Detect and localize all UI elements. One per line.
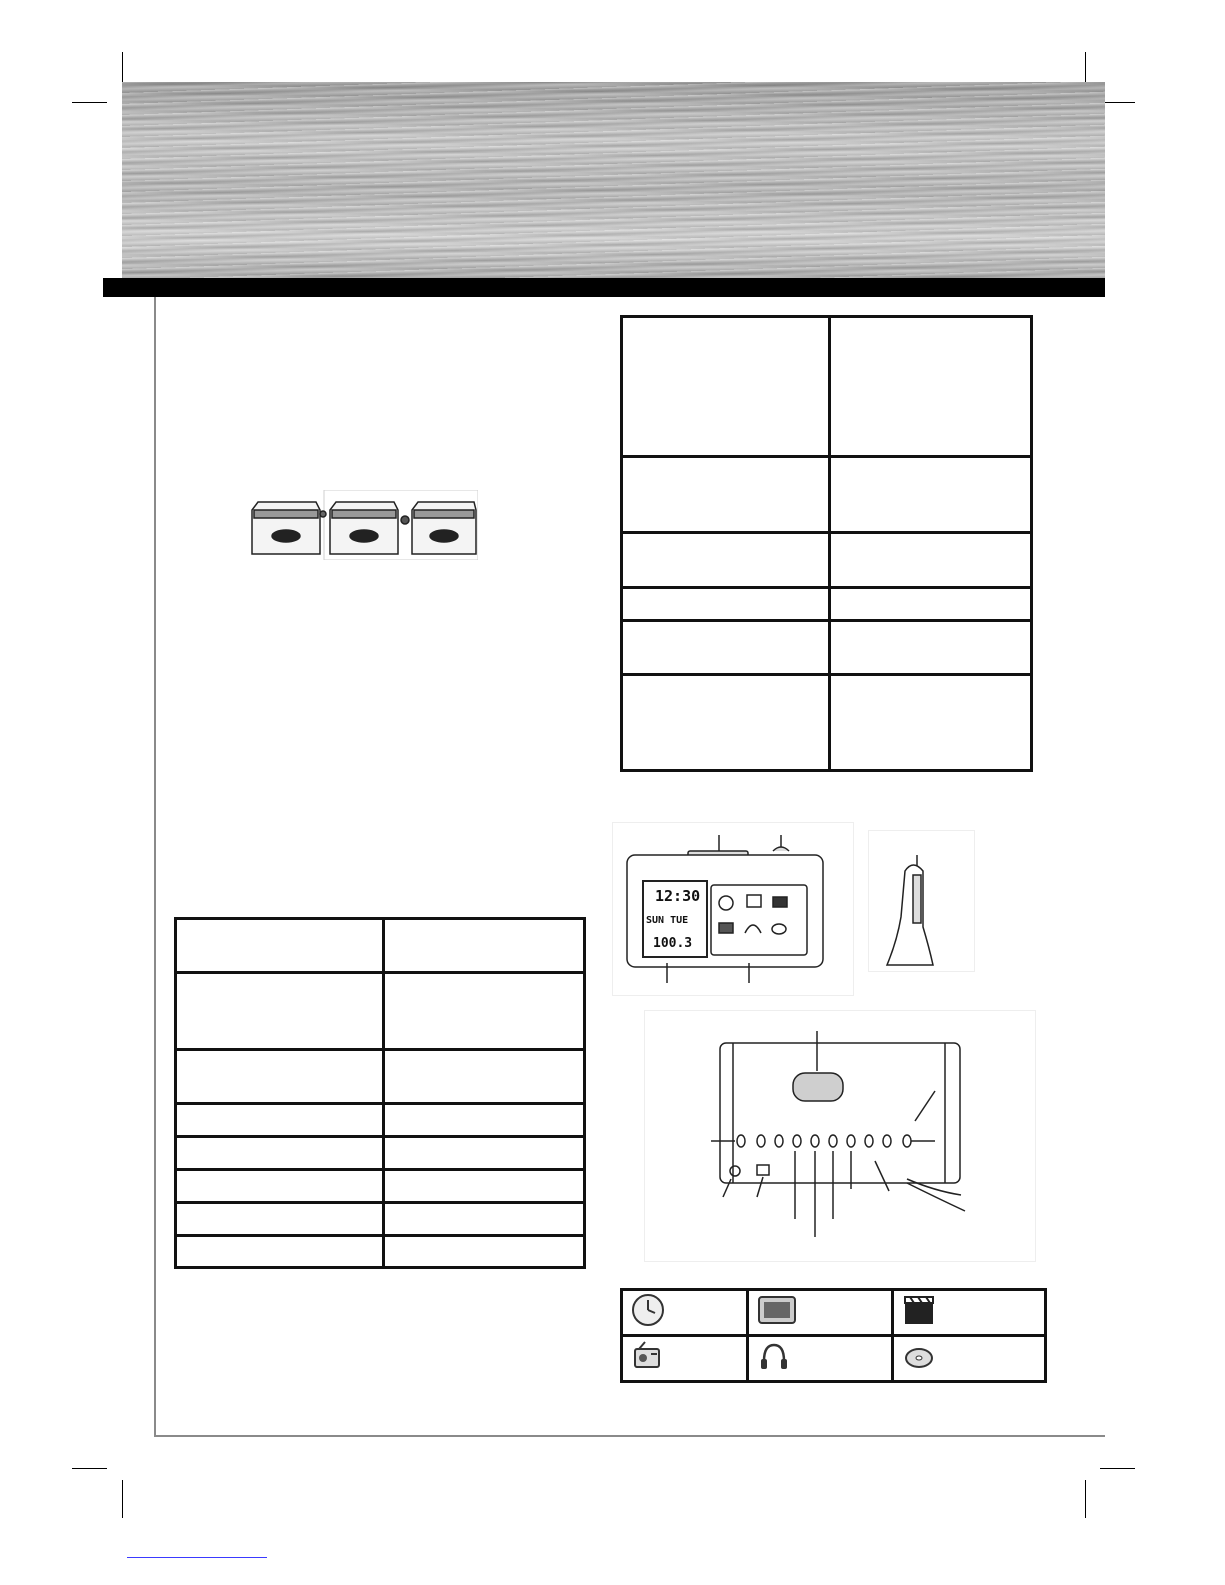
table-row	[622, 1290, 1046, 1336]
footer-link-underline	[127, 1557, 267, 1558]
crop-mark	[122, 1480, 123, 1518]
table-row	[622, 588, 1032, 621]
table-row	[622, 675, 1032, 771]
device-rear-figure	[644, 1010, 1036, 1262]
left-spec-table	[174, 917, 586, 1269]
table-row	[176, 1050, 585, 1104]
table-row	[622, 621, 1032, 675]
crop-mark	[1100, 1468, 1135, 1469]
headphones-icon	[757, 1339, 791, 1373]
mode-icon-table	[620, 1288, 1047, 1383]
lcd-freq: 100.3	[653, 936, 693, 951]
table-row	[176, 919, 585, 973]
table-row	[176, 1236, 585, 1268]
cassette-illustration	[248, 490, 478, 560]
left-margin-rule	[154, 297, 156, 1437]
table-row	[622, 317, 1032, 457]
clock-icon	[631, 1293, 665, 1327]
table-row	[176, 1104, 585, 1137]
crop-mark	[72, 102, 107, 103]
radio-icon	[631, 1339, 665, 1373]
brushed-metal-header	[122, 82, 1105, 278]
crop-mark	[72, 1468, 107, 1469]
lcd-date: SUN TUE	[646, 915, 689, 926]
device-front-figure	[612, 822, 854, 996]
table-row	[176, 1137, 585, 1170]
crop-mark	[1085, 1480, 1086, 1518]
device-side-figure	[868, 830, 975, 972]
table-row	[622, 457, 1032, 533]
table-row	[622, 1336, 1046, 1382]
table-row	[176, 1170, 585, 1203]
cd-icon	[902, 1339, 936, 1373]
table-row	[622, 533, 1032, 588]
bottom-rule	[154, 1435, 1105, 1437]
header-black-bar	[103, 278, 1105, 297]
table-row	[176, 973, 585, 1050]
table-row	[176, 1203, 585, 1236]
lcd-time: 12:30	[655, 887, 701, 905]
photo-frame-icon	[757, 1293, 797, 1327]
clapperboard-icon	[902, 1293, 936, 1327]
right-spec-table	[620, 315, 1033, 772]
crop-mark	[1100, 102, 1135, 103]
